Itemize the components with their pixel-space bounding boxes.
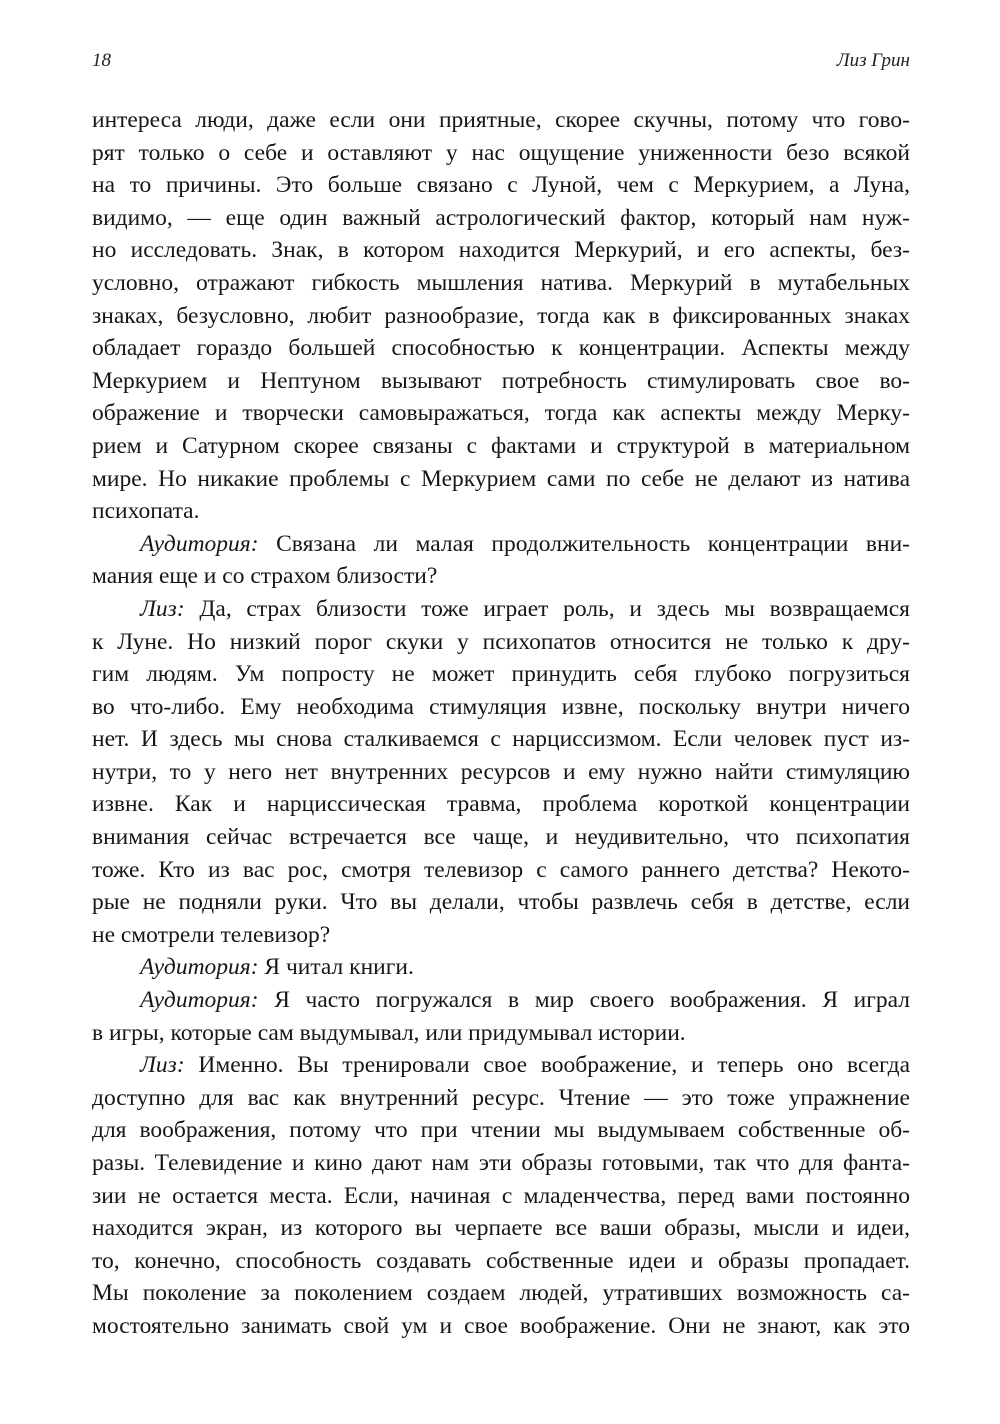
dialogue-line: Аудитория: Я часто погружался в мир своего воображения. Я играл [140, 987, 910, 1014]
text-line: зии не остается места. Если, начиная с младенчества, перед вами постоянно [92, 1182, 910, 1209]
text-line: извне. Как и нарциссическая травма, проблема короткой концентрации [92, 791, 910, 818]
text-line: знаках, безусловно, любит разнообразие, тогда как в фиксированных знаках [92, 302, 910, 329]
text-line: гим людям. Ум попросту не может принудить себя глубоко погрузиться [92, 661, 910, 688]
speaker-label: Аудитория: [140, 987, 259, 1014]
text-line: рые не подняли руки. Что вы делали, чтобы развлечь себя в детстве, если [92, 889, 910, 916]
text-line: находится экран, из которого вы черпаете все ваши образы, мысли и идеи, [92, 1215, 910, 1242]
running-head-author: Лиз Грин [836, 50, 910, 71]
speaker-label: Аудитория: [140, 954, 259, 981]
text-line: нет. И здесь мы снова сталкиваемся с нарциссизмом. Если человек пуст из- [92, 726, 910, 753]
dialogue-line: Лиз: Именно. Вы тренировали свое воображение, и теперь оно всегда [140, 1052, 910, 1079]
text-line: мире. Но никакие проблемы с Меркурием сами по себе не делают из натива [92, 465, 910, 492]
text-line: видимо, — еще один важный астрологический фактор, который нам нуж- [92, 204, 910, 231]
text-line: то, конечно, способность создавать собственные идеи и образы пропадает. [92, 1247, 910, 1274]
dialogue-line: Аудитория: Связана ли малая продолжительность концентрации вни- [140, 530, 910, 557]
text-line: тоже. Кто из вас рос, смотря телевизор с самого раннего детства? Некото- [92, 856, 910, 883]
text-line: для воображения, потому что при чтении мы выдумываем собственные об- [92, 1117, 910, 1144]
text-line: ображение и творчески самовыражаться, тогда как аспекты между Мерку- [92, 400, 910, 427]
speaker-label: Аудитория: [140, 530, 259, 557]
text-line: на то причины. Это больше связано с Луной, чем с Меркурием, а Луна, [92, 172, 910, 199]
page-number: 18 [92, 50, 111, 71]
text-line: разы. Телевидение и кино дают нам эти образы готовыми, так что для фанта- [92, 1150, 910, 1176]
text-line: мостоятельно занимать свой ум и свое воображение. Они не знают, как это [92, 1312, 910, 1339]
text-line: к Луне. Но низкий порог скуки у психопатов относится не только к дру- [92, 628, 910, 655]
text-line: психопата. [92, 498, 200, 525]
text-line: мания еще и со страхом близости? [92, 563, 438, 590]
body-text [92, 104, 910, 1343]
dialogue-line: Лиз: Да, страх близости тоже играет роль, и здесь мы возвращаемся [140, 595, 910, 622]
text-line: внимания сейчас встречается все чаще, и неудивительно, что психопатия [92, 824, 910, 851]
text-line: рят только о себе и оставляют у нас ощущение униженности безо всякой [92, 139, 910, 166]
page-header [92, 50, 910, 80]
text-line: условно, отражают гибкость мышления натива. Меркурий в мутабельных [92, 269, 910, 296]
dialogue-line: Аудитория: Я читал книги. [140, 954, 414, 981]
text-line: не смотрели телевизор? [92, 921, 331, 948]
text-line: доступно для вас как внутренний ресурс. Чтение — это тоже упражнение [92, 1084, 910, 1111]
text-line: но исследовать. Знак, в котором находится Меркурий, и его аспекты, без- [92, 237, 910, 264]
text-line: Меркурием и Нептуном вызывают потребность стимулировать свое во- [92, 367, 910, 394]
speaker-label: Лиз: [140, 595, 185, 622]
speaker-label: Лиз: [140, 1052, 185, 1079]
text-line: обладает гораздо большей способностью к концентрации. Аспекты между [92, 335, 910, 362]
text-line: нутри, то у него нет внутренних ресурсов и ему нужно найти стимуляцию [92, 758, 910, 785]
text-line: интереса люди, даже если они приятные, скорее скучны, потому что гово- [92, 107, 910, 133]
text-line: рием и Сатурном скорее связаны с фактами и структурой в материальном [92, 432, 910, 459]
text-line: во что-либо. Ему необходима стимуляция извне, поскольку внутри ничего [92, 693, 910, 720]
text-line: в игры, которые сам выдумывал, или придумывал истории. [92, 1019, 686, 1046]
text-line: Мы поколение за поколением создаем людей, утративших возможность са- [92, 1280, 910, 1307]
